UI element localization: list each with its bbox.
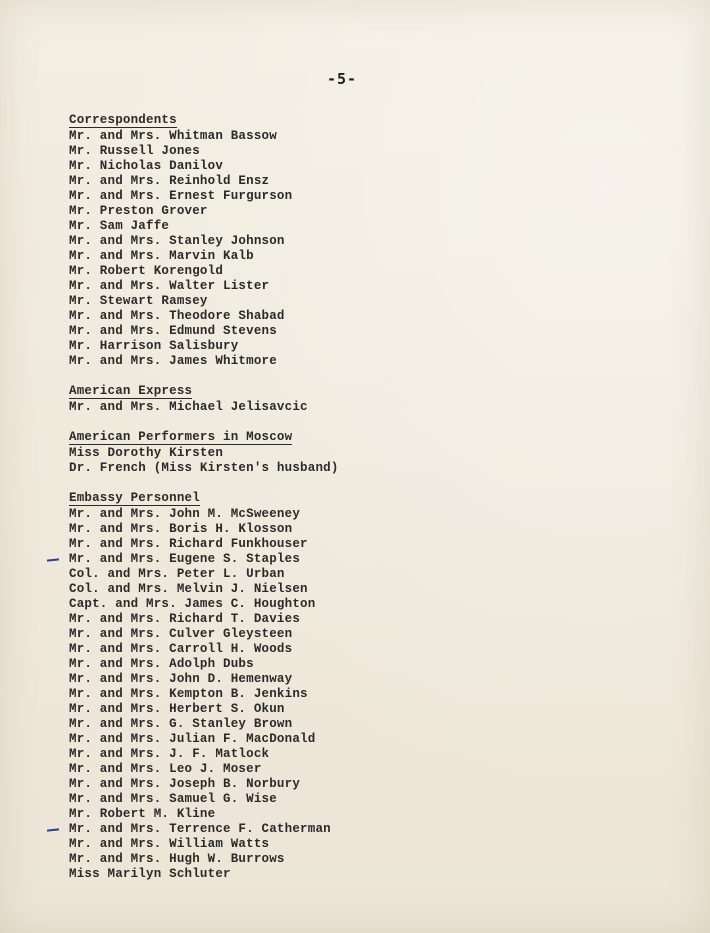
list-entry: Dr. French (Miss Kirsten's husband) [69,461,339,475]
list-entry-marked [69,822,689,837]
list-entry: Mr. Harrison Salisbury [69,339,239,353]
section-american-performers [69,430,689,476]
section-heading: Correspondents [69,113,177,127]
list-entry: Mr. and Mrs. William Watts [69,837,270,851]
section-heading: American Express [69,384,193,398]
list-entry: Mr. and Mrs. Herbert S. Okun [69,702,285,716]
list-entry: Mr. Robert M. Kline [69,807,216,821]
list-entry: Mr. and Mrs. Marvin Kalb [69,249,254,263]
list-entry: Mr. and Mrs. Culver Gleysteen [69,627,293,641]
list-entry: Mr. and Mrs. Edmund Stevens [69,324,277,338]
section-heading: Embassy Personnel [69,491,200,505]
list-entry: Mr. and Mrs. Reinhold Ensz [69,174,270,188]
list-entry: Mr. and Mrs. Adolph Dubs [69,657,254,671]
list-entry: Mr. and Mrs. Walter Lister [69,279,270,293]
list-entry: Mr. and Mrs. Ernest Furgurson [69,189,293,203]
list-entry: Mr. and Mrs. Theodore Shabad [69,309,285,323]
list-entry: Mr. and Mrs. Carroll H. Woods [69,642,293,656]
list-entry: Capt. and Mrs. James C. Houghton [69,597,316,611]
list-entry: Mr. Stewart Ramsey [69,294,208,308]
list-entry: Mr. Sam Jaffe [69,219,170,233]
list-entry: Mr. and Mrs. Samuel G. Wise [69,792,277,806]
list-entry: Mr. and Mrs. John M. McSweeney [69,507,301,521]
section-heading: American Performers in Moscow [69,430,293,444]
list-entry: Mr. and Mrs. Hugh W. Burrows [69,852,285,866]
list-entry: Mr. and Mrs. Leo J. Moser [69,762,262,776]
list-entry: Mr. and Mrs. Michael Jelisavcic [69,400,308,414]
list-entry: Mr. and Mrs. Boris H. Klosson [69,522,293,536]
list-entry: Mr. and Mrs. G. Stanley Brown [69,717,293,731]
list-entry-marked [69,552,689,567]
list-entry: Miss Dorothy Kirsten [69,446,224,460]
ink-tick-mark [47,828,59,831]
section-embassy-personnel [69,491,689,882]
list-entry-text: Mr. and Mrs. Terrence F. Catherman [69,822,331,836]
list-entry: Mr. Preston Grover [69,204,208,218]
list-entry: Mr. and Mrs. Joseph B. Norbury [69,777,301,791]
list-entry: Mr. and Mrs. J. F. Matlock [69,747,270,761]
list-entry: Mr. and Mrs. Whitman Bassow [69,129,277,143]
section-correspondents [69,113,689,369]
list-entry-text: Mr. and Mrs. Eugene S. Staples [69,552,301,566]
list-entry: Mr. Russell Jones [69,144,200,158]
list-entry: Col. and Mrs. Melvin J. Nielsen [69,582,308,596]
list-entry: Miss Marilyn Schluter [69,867,231,881]
list-entry: Mr. and Mrs. Stanley Johnson [69,234,285,248]
list-entry: Mr. and Mrs. Kempton B. Jenkins [69,687,308,701]
ink-tick-mark [47,558,59,561]
list-entry: Mr. and Mrs. Richard Funkhouser [69,537,308,551]
list-entry: Mr. Robert Korengold [69,264,224,278]
list-entry: Mr. and Mrs. James Whitmore [69,354,277,368]
page-number: -5- [327,70,358,88]
list-entry: Mr. and Mrs. Julian F. MacDonald [69,732,316,746]
section-american-express [69,384,689,415]
guest-list [69,113,689,897]
list-entry: Col. and Mrs. Peter L. Urban [69,567,285,581]
list-entry: Mr. Nicholas Danilov [69,159,224,173]
list-entry: Mr. and Mrs. Richard T. Davies [69,612,301,626]
list-entry: Mr. and Mrs. John D. Hemenway [69,672,293,686]
